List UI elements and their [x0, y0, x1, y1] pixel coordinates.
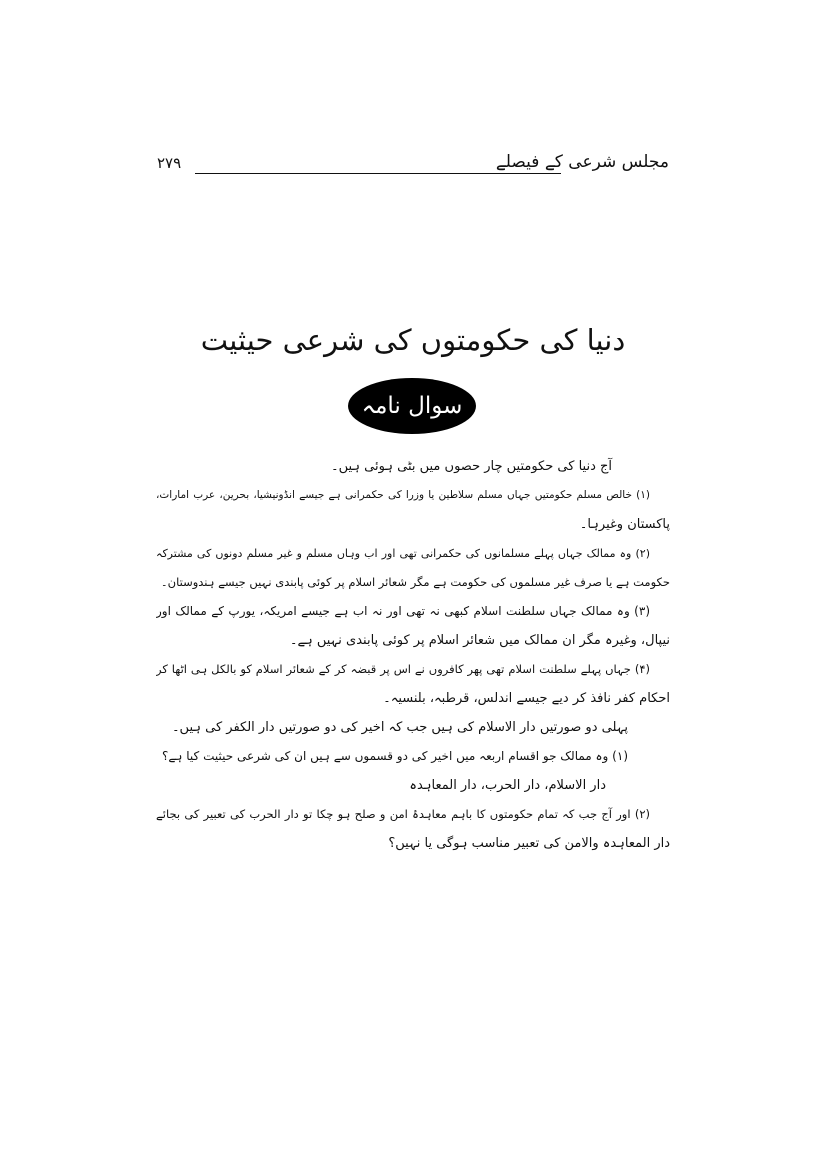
running-title: مجلس شرعی کے فیصلے: [495, 152, 669, 172]
text-line: نیپال، وغیرہ مگر ان ممالک میں شعائر اسلام پر کوئی پابندی نہیں ہے۔: [289, 633, 670, 648]
text-line: آج دنیا کی حکومتیں چار حصوں میں بٹی ہوئی ہیں۔: [331, 459, 612, 474]
text-line: (۲) اور آج جب کہ تمام حکومتوں کا باہم معاہدۂ امن و صلح ہو چکا تو دار الحرب کی تعبیر کی بجائے: [156, 807, 650, 821]
section-badge: [348, 378, 476, 434]
text-line: (۱) خالص مسلم حکومتیں جہاں مسلم سلاطین یا وزرا کی حکمرانی ہے جیسے انڈونیشیا، بحرین، عرب امارات،: [156, 489, 650, 501]
page-title: دنیا کی حکومتوں کی شرعی حیثیت: [200, 323, 626, 357]
text-line: حکومت ہے یا صرف غیر مسلموں کی حکومت ہے مگر شعائر اسلام پر کوئی پابندی نہیں جیسے ہندوستان۔: [160, 575, 670, 589]
running-header: [157, 150, 669, 180]
text-line: (۱) وہ ممالک جو اقسام اربعہ میں اخیر کی دو قسموں سے ہیں ان کی شرعی حیثیت کیا ہے؟: [162, 749, 628, 763]
text-line: دار الاسلام، دار الحرب، دار المعاہدہ: [409, 778, 606, 793]
header-rule: [195, 173, 561, 174]
page-number: ۲۷۹: [157, 154, 182, 172]
text-line: دار المعاہدہ والامن کی تعبیر مناسب ہوگی یا نہیں؟: [388, 836, 670, 851]
text-line: (۴) جہاں پہلے سلطنت اسلام تھی پھر کافروں نے اس پر قبضہ کر کے شعائر اسلام کو بالکل ہی اٹھا کر: [156, 662, 650, 676]
text-line: (۲) وہ ممالک جہاں پہلے مسلمانوں کی حکمرانی تھی اور اب وہاں مسلم و غیر مسلم دونوں کی مشترکہ: [156, 547, 650, 560]
text-line: (۳) وہ ممالک جہاں سلطنت اسلام کبھی نہ تھی اور نہ اب ہے جیسے امریکہ، یورپ کے ممالک اور: [156, 604, 650, 618]
text-line: پاکستان وغیرہا۔: [579, 517, 670, 532]
body-text: [156, 452, 670, 858]
text-line: پہلی دو صورتیں دار الاسلام کی ہیں جب کہ اخیر کی دو صورتیں دار الکفر کی ہیں۔: [171, 720, 628, 735]
badge-label: سوال نامہ: [361, 393, 463, 419]
text-line: احکام کفر نافذ کر دیے جیسے اندلس، قرطبہ، بلنسیہ۔: [383, 691, 670, 706]
